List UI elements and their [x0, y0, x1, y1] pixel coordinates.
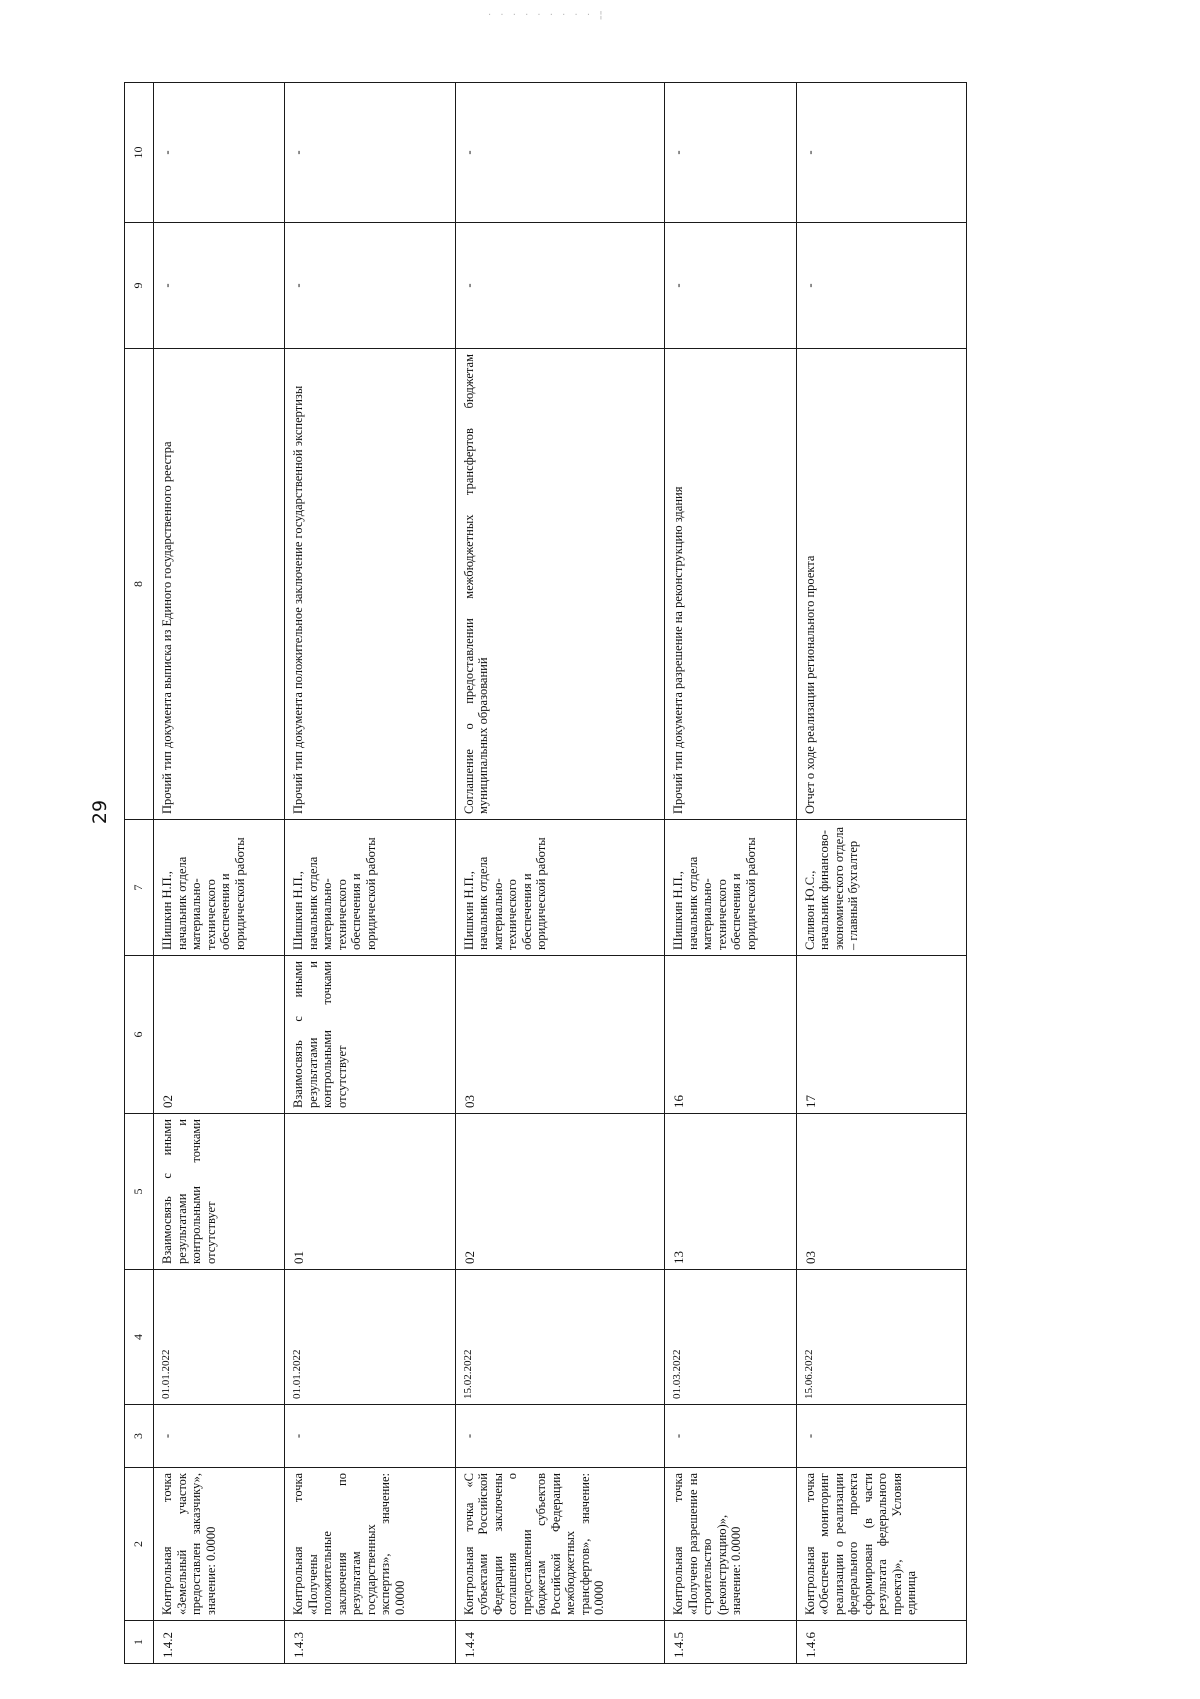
column-header-6: 6 — [125, 956, 154, 1114]
document-type: Соглашение о предоставлении межбюджетных трансфертов бюджетам муниципальных образований — [455, 349, 664, 820]
cell-column-5: 02 — [455, 1114, 664, 1270]
cell-column-3: - — [455, 1405, 664, 1468]
table-row — [154, 83, 285, 1664]
control-points-table — [124, 82, 967, 1664]
cell-column-9: - — [455, 223, 664, 349]
cell-column-5: 01 — [285, 1114, 455, 1270]
cell-column-6: 03 — [455, 956, 664, 1114]
cell-column-10: - — [665, 83, 796, 223]
cell-column-10: - — [796, 83, 966, 223]
row-number: 1.4.3 — [285, 1621, 455, 1664]
page-number: 29 — [89, 799, 111, 825]
column-header-10: 10 — [125, 83, 154, 223]
cell-column-9: - — [154, 223, 285, 349]
responsible-person: Саливон Ю.С., начальник финансово-экономического отдела – главный бухгалтер — [796, 820, 966, 956]
control-point-name: Контрольная точка «Земельный участок предоставлен заказчику», значение: 0.0000 — [154, 1468, 285, 1621]
column-header-1: 1 — [125, 1621, 154, 1664]
completion-date: 01.01.2022 — [154, 1270, 285, 1405]
cell-column-6: 16 — [665, 956, 796, 1114]
column-header-7: 7 — [125, 820, 154, 956]
document-type: Прочий тип документа положительное заключение государственной экспертизы — [285, 349, 455, 820]
column-header-4: 4 — [125, 1270, 154, 1405]
completion-date: 01.01.2022 — [285, 1270, 455, 1405]
cell-column-3: - — [796, 1405, 966, 1468]
row-number: 1.4.2 — [154, 1621, 285, 1664]
completion-date: 01.03.2022 — [665, 1270, 796, 1405]
responsible-person: Шишкин Н.П., начальник отдела материально-технического обеспечения и юридической работы — [665, 820, 796, 956]
column-header-3: 3 — [125, 1405, 154, 1468]
cell-column-6: 02 — [154, 956, 285, 1114]
cell-column-9: - — [665, 223, 796, 349]
table-row — [455, 83, 664, 1664]
cell-column-3: - — [285, 1405, 455, 1468]
cell-column-9: - — [285, 223, 455, 349]
cell-column-6: Взаимосвязь с иными результатами и контрольными точками отсутствует — [285, 956, 455, 1114]
rotated-table-wrapper — [124, 83, 967, 1664]
responsible-person: Шишкин Н.П., начальник отдела материально-технического обеспечения и юридической работы — [154, 820, 285, 956]
cell-column-5: 13 — [665, 1114, 796, 1270]
table-header-row — [125, 83, 154, 1664]
document-type: Прочий тип документа разрешение на реконструкцию здания — [665, 349, 796, 820]
cell-column-5: 03 — [796, 1114, 966, 1270]
document-type: Прочий тип документа выписка из Единого государственного реестра — [154, 349, 285, 820]
document-type: Отчет о ходе реализации регионального проекта — [796, 349, 966, 820]
table-row — [285, 83, 455, 1664]
cell-column-6: 17 — [796, 956, 966, 1114]
column-header-8: 8 — [125, 349, 154, 820]
control-point-name: Контрольная точка «Обеспечен мониторинг реализации о реализации федерального проекта сформирован (в части результата федерального проекта)», Условия единица — [796, 1468, 966, 1621]
column-header-5: 5 — [125, 1114, 154, 1270]
cell-column-3: - — [665, 1405, 796, 1468]
row-number: 1.4.4 — [455, 1621, 664, 1664]
row-number: 1.4.6 — [796, 1621, 966, 1664]
cell-column-10: - — [154, 83, 285, 223]
table-row — [796, 83, 966, 1664]
column-header-9: 9 — [125, 223, 154, 349]
column-header-2: 2 — [125, 1468, 154, 1621]
row-number: 1.4.5 — [665, 1621, 796, 1664]
responsible-person: Шишкин Н.П., начальник отдела материально-технического обеспечения и юридической работы — [455, 820, 664, 956]
scan-artifact-marks: · · · · · · · · · ¦ — [488, 10, 606, 21]
cell-column-10: - — [285, 83, 455, 223]
cell-column-5: Взаимосвязь с иными результатами и контрольными точками отсутствует — [154, 1114, 285, 1270]
control-point-name: Контрольная точка «Получено разрешение на строительство (реконструкцию)», значение: 0.0000 — [665, 1468, 796, 1621]
control-point-name: Контрольная точка «Получены положительные заключения по результатам государственных экспертиз», значение: 0.0000 — [285, 1468, 455, 1621]
completion-date: 15.02.2022 — [455, 1270, 664, 1405]
responsible-person: Шишкин Н.П., начальник отдела материально-технического обеспечения и юридической работы — [285, 820, 455, 956]
completion-date: 15.06.2022 — [796, 1270, 966, 1405]
cell-column-9: - — [796, 223, 966, 349]
cell-column-10: - — [455, 83, 664, 223]
control-point-name: Контрольная точка «С субъектами Российской Федерации заключены соглашения о предоставлении бюджетам субъектов Российской Федерации межбюджетных трансфертов», значение: 0.0000 — [455, 1468, 664, 1621]
cell-column-3: - — [154, 1405, 285, 1468]
table-row — [665, 83, 796, 1664]
